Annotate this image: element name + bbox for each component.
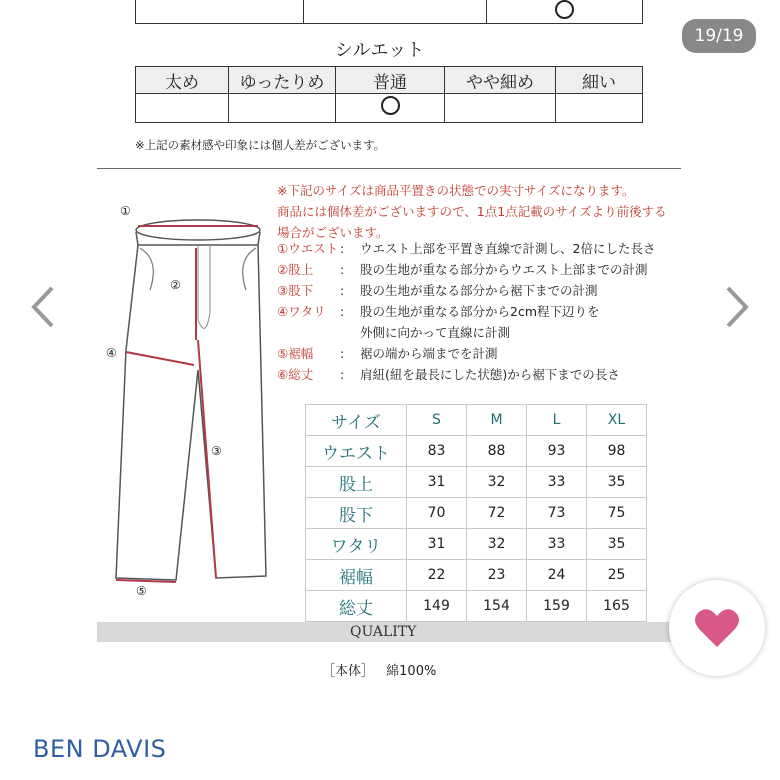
selected-cell	[486, 0, 642, 24]
quality-title: QUALITY	[350, 624, 417, 640]
material-value: 綿100%	[386, 664, 437, 679]
chevron-right-icon[interactable]	[722, 284, 752, 337]
material-line	[322, 660, 436, 679]
size-table-header: サイズ S M L XL	[306, 405, 647, 436]
diagram-label-waist: ①	[120, 204, 131, 218]
silhouette-title: シルエット	[335, 40, 425, 61]
silhouette-cell-selected	[336, 94, 445, 123]
pants-diagram	[98, 200, 273, 600]
impression-note: ※上記の素材感や印象には個人差がございます。	[135, 138, 386, 152]
silhouette-header: 普通	[336, 67, 445, 94]
measurement-item: ⑤裾幅 : 裾の端から端までを計測	[277, 346, 498, 361]
page-counter-badge	[682, 19, 756, 53]
silhouette-header: 細い	[556, 67, 643, 94]
measure-intro-line: ※下記のサイズは商品平置きの状態での実寸サイズになります。	[277, 183, 635, 198]
chevron-left-icon[interactable]	[28, 284, 58, 337]
measurement-item: 外側に向かって直線に計測	[360, 325, 511, 340]
measure-intro-line: 場合がございます。	[277, 225, 389, 240]
upper-attribute-table	[135, 0, 643, 24]
diagram-label-inseam: ③	[211, 444, 222, 458]
silhouette-table	[135, 66, 643, 123]
measurement-item: ②股上 : 股の生地が重なる部分からウエスト上部までの計測	[277, 262, 648, 277]
page-counter-label: 19/19	[694, 26, 744, 46]
diagram-label-hem: ⑤	[136, 584, 147, 598]
silhouette-header: ゆったりめ	[229, 67, 336, 94]
like-button[interactable]	[669, 580, 765, 676]
silhouette-header: やや細め	[445, 67, 556, 94]
size-table	[305, 404, 647, 622]
measure-intro-line: 商品には個体差がございますので、1点1点記載のサイズより前後する	[277, 204, 667, 219]
silhouette-header: 太め	[136, 67, 229, 94]
brand-link[interactable]: BEN DAVIS	[33, 735, 167, 763]
divider	[97, 168, 681, 169]
table-row: 総丈 149 154 159 165	[306, 591, 647, 622]
heart-icon	[694, 607, 740, 649]
table-row: ワタリ 31 32 33 35	[306, 529, 647, 560]
pants-illustration	[98, 200, 273, 600]
measurement-item: ④ワタリ : 股の生地が重なる部分から2cm程下辺りを	[277, 304, 600, 319]
diagram-label-rise: ②	[170, 278, 181, 292]
measurement-item: ⑥総丈 : 肩紐(紐を最長にした状態)から裾下までの長さ	[277, 367, 620, 382]
table-row: 股上 31 32 33 35	[306, 467, 647, 498]
measurement-list	[277, 238, 655, 385]
silhouette-cell	[229, 94, 336, 123]
diagram-label-thigh: ④	[106, 346, 117, 360]
measure-intro	[277, 180, 667, 243]
silhouette-cell	[445, 94, 556, 123]
material-label: ［本体］	[322, 664, 375, 679]
selected-circle-icon	[381, 96, 400, 115]
measurement-item: ①ウエスト : ウエスト上部を平置き直線で計測し、2倍にした長さ	[277, 241, 656, 256]
selected-circle-icon	[555, 0, 574, 19]
table-row: 股下 70 72 73 75	[306, 498, 647, 529]
silhouette-cell	[136, 94, 229, 123]
table-row: 裾幅 22 23 24 25	[306, 560, 647, 591]
silhouette-cell	[556, 94, 643, 123]
table-row: ウエスト 83 88 93 98	[306, 436, 647, 467]
measurement-item: ③股下 : 股の生地が重なる部分から裾下までの計測	[277, 283, 598, 298]
